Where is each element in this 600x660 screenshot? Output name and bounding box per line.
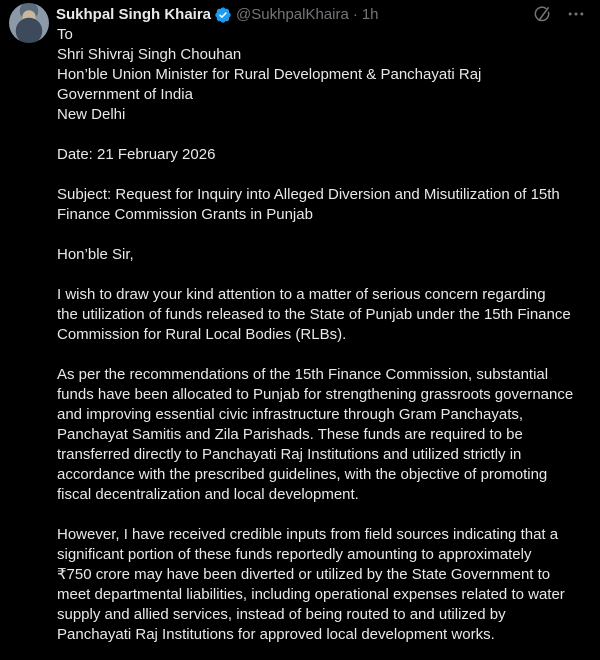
handle[interactable]: @SukhpalKhaira bbox=[236, 6, 349, 23]
verified-badge-icon bbox=[214, 6, 232, 24]
text-line: and improving essential civic infrastructure through Gram Panchayats, bbox=[57, 406, 524, 423]
text-line: However, I have received credible inputs from field sources indicating that a bbox=[57, 526, 559, 543]
text-line: supply and allied services, instead of being routed to and utilized by bbox=[57, 606, 506, 623]
text-line: Panchayat Samitis and Zila Parishads. These funds are required to be bbox=[57, 426, 523, 443]
address-block bbox=[57, 25, 587, 125]
text-line: Hon’ble Sir, bbox=[57, 246, 134, 263]
paragraph-2 bbox=[57, 365, 587, 505]
subject-block bbox=[57, 185, 587, 225]
text-line: To bbox=[57, 26, 73, 43]
text-line: Hon’ble Union Minister for Rural Development & Panchayati Raj bbox=[57, 66, 482, 83]
text-line: Commission for Rural Local Bodies (RLBs). bbox=[57, 326, 347, 343]
salutation bbox=[57, 245, 587, 265]
post-text bbox=[57, 25, 587, 645]
text-line: meet departmental liabilities, including operational expenses related to water bbox=[57, 586, 565, 603]
text-line: significant portion of these funds reportedly amounting to approximately bbox=[57, 546, 532, 563]
post-header bbox=[56, 5, 379, 25]
text-line: New Delhi bbox=[57, 106, 126, 123]
text-line: transferred directly to Panchayati Raj Institutions and utilized strictly in bbox=[57, 446, 522, 463]
header-actions bbox=[532, 4, 586, 24]
more-icon[interactable] bbox=[566, 4, 586, 24]
grok-icon[interactable] bbox=[532, 4, 552, 24]
text-line: fiscal decentralization and local development. bbox=[57, 486, 359, 503]
paragraph-3 bbox=[57, 525, 587, 645]
text-line: ₹750 crore may have been diverted or utilized by the State Government to bbox=[57, 566, 551, 583]
timestamp[interactable]: 1h bbox=[361, 6, 379, 23]
text-line: funds have been allocated to Punjab for strengthening grassroots governance bbox=[57, 386, 574, 403]
text-line: I wish to draw your kind attention to a matter of serious concern regarding bbox=[57, 286, 546, 303]
paragraph-1 bbox=[57, 285, 587, 345]
text-line: Finance Commission Grants in Punjab bbox=[57, 206, 313, 223]
text-line: the utilization of funds released to the State of Punjab under the 15th Finance bbox=[57, 306, 571, 323]
display-name[interactable]: Sukhpal Singh Khaira bbox=[56, 6, 212, 23]
text-line: Government of India bbox=[57, 86, 193, 103]
separator-dot: · bbox=[352, 6, 358, 23]
text-line: Shri Shivraj Singh Chouhan bbox=[57, 46, 242, 63]
text-line: accordance with the prescribed guidelines, with the objective of promoting bbox=[57, 466, 548, 483]
date-line bbox=[57, 145, 587, 165]
text-line: As per the recommendations of the 15th Finance Commission, substantial bbox=[57, 366, 549, 383]
text-line: Panchayati Raj Institutions for approved local development works. bbox=[57, 626, 495, 643]
text-line: Date: 21 February 2026 bbox=[57, 146, 216, 163]
avatar[interactable] bbox=[9, 3, 49, 43]
text-line: Subject: Request for Inquiry into Alleged Diversion and Misutilization of 15th bbox=[57, 186, 560, 203]
